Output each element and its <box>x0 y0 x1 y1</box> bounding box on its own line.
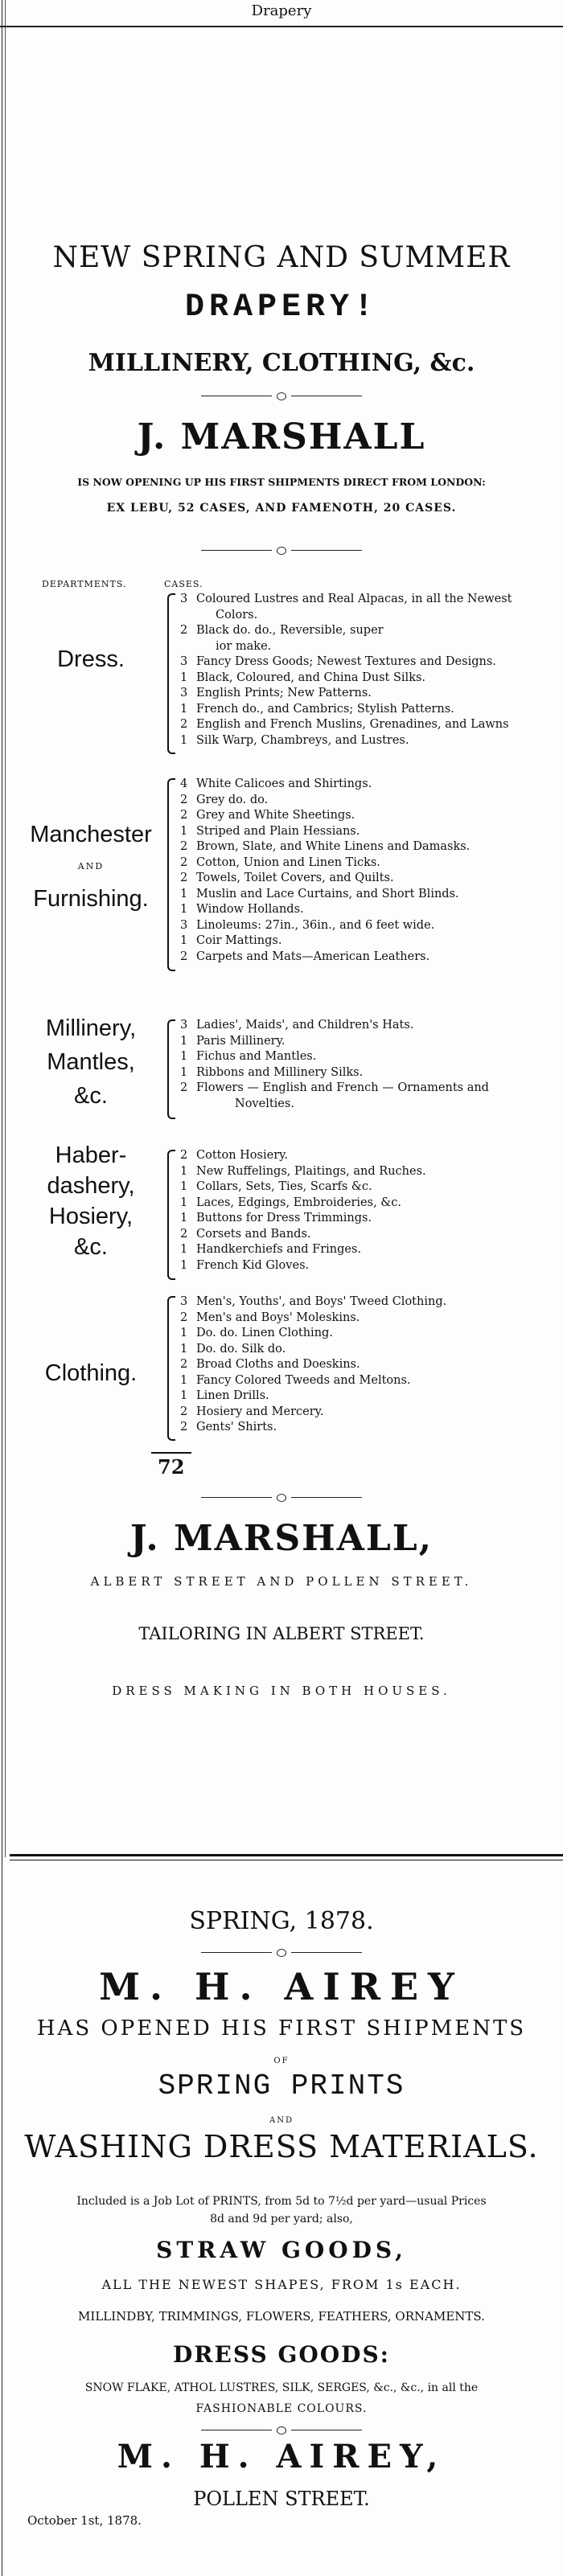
ad2-prints: SPRING PRINTS <box>158 2069 405 2102</box>
list-item: 1 French Kid Gloves. <box>180 1258 310 1272</box>
list-item: 1 Collars, Sets, Ties, Scarfs &c. <box>180 1180 372 1193</box>
list-item: Novelties. <box>235 1097 294 1110</box>
list-item: 1 Muslin and Lace Curtains, and Short Blinds. <box>180 887 459 900</box>
millinery-items <box>180 1018 558 1112</box>
dept-manchester <box>14 818 167 915</box>
ad2-season: SPRING, 1878. <box>189 1907 374 1935</box>
list-item: 1 Striped and Plain Hessians. <box>180 824 360 838</box>
section-header: Drapery <box>0 0 563 27</box>
list-item: 2 Brown, Slate, and White Linens and Damasks. <box>180 840 471 853</box>
ad2-millinery: MILLINDBY, TRIMMINGS, FLOWERS, FEATHERS, ORNAMENTS. <box>78 2309 485 2324</box>
list-item: 2 Grey and White Sheetings. <box>180 809 355 822</box>
ad2-date: October 1st, 1878. <box>27 2513 142 2528</box>
ornament-rule <box>201 392 362 400</box>
ad2-included-1: Included is a Job Lot of PRINTS, from 5d to 7½d per yard—usual Prices <box>76 2195 487 2208</box>
list-item: 2 Broad Cloths and Doeskins. <box>180 1358 360 1371</box>
list-item: 2 Towels, Toilet Covers, and Quilts. <box>180 872 394 884</box>
ad1-dressmaking: DRESS MAKING IN BOTH HOUSES. <box>112 1684 451 1698</box>
list-item: 3 Fancy Dress Goods; Newest Textures and Designs. <box>180 655 496 668</box>
list-item: 1 Laces, Edgings, Embroideries, &c. <box>180 1196 401 1209</box>
list-item: 3 Coloured Lustres and Real Alpacas, in all the Newest <box>180 593 512 605</box>
list-item: 1 Buttons for Dress Trimmings. <box>180 1212 372 1224</box>
ad2-merchant: M. H. AIREY <box>99 1965 464 2008</box>
cases-total: 72 <box>158 1455 185 1479</box>
list-item: 1 Do. do. Silk do. <box>180 1342 286 1356</box>
list-item: 2 Gents' Shirts. <box>180 1421 277 1434</box>
list-item: Colors. <box>216 608 258 621</box>
ad1-headline-2: DRAPERY! <box>184 289 379 326</box>
ad2-shapes: ALL THE NEWEST SHAPES, FROM 1s EACH. <box>101 2277 462 2292</box>
ornament-rule <box>201 2426 362 2434</box>
list-item: 1 Do. do. Linen Clothing. <box>180 1327 333 1339</box>
ad1-merchant: J. MARSHALL <box>137 416 426 457</box>
list-item: 3 Men's, Youths', and Boys' Tweed Clothing. <box>180 1295 447 1308</box>
list-item: 3 Linoleums: 27in., 36in., and 6 feet wide. <box>180 918 435 932</box>
ad1-announce-1: IS NOW OPENING UP HIS FIRST SHIPMENTS DIRECT FROM LONDON: <box>77 476 486 488</box>
list-item: 2 Flowers — English and French — Ornaments and <box>180 1081 489 1094</box>
list-item: 2 Carpets and Mats—American Leathers. <box>180 950 430 963</box>
list-item: ior make. <box>216 639 272 653</box>
list-item: 1 Fichus and Mantles. <box>180 1050 317 1063</box>
total-rule <box>151 1452 191 1454</box>
dept-name: Manchester <box>30 822 152 847</box>
ad2-opened: HAS OPENED HIS FIRST SHIPMENTS <box>36 2016 527 2041</box>
list-item: 1 French do., and Cambrics; Stylish Patterns. <box>180 702 454 716</box>
ornament-rule <box>201 547 362 555</box>
ornament-rule <box>201 1949 362 1957</box>
list-item: 2 Men's and Boys' Moleskins. <box>180 1311 360 1324</box>
list-item: 4 White Calicoes and Shirtings. <box>180 777 372 790</box>
ad1-headline-1: NEW SPRING AND SUMMER <box>52 241 511 274</box>
clothing-items <box>180 1294 558 1436</box>
divider-thick <box>10 1854 563 1856</box>
dept-millinery <box>14 1011 167 1113</box>
dept-name: dashery, <box>47 1173 135 1199</box>
list-item: 3 Ladies', Maids', and Children's Hats. <box>180 1019 414 1032</box>
list-item: 1 Paris Millinery. <box>180 1034 286 1048</box>
list-item: 2 Grey do. do. <box>180 793 269 806</box>
ad2-included-2: 8d and 9d per yard; also, <box>210 2213 353 2225</box>
dept-name: &c. <box>74 1083 108 1109</box>
ornament-rule <box>201 1494 362 1502</box>
list-item: 1 New Ruffelings, Plaitings, and Ruches. <box>180 1164 426 1178</box>
dept-name: Mantles, <box>47 1049 135 1075</box>
ad2-straw: STRAW GOODS, <box>156 2237 407 2263</box>
list-item: 1 Coir Mattings. <box>180 934 282 947</box>
ad2-dress-goods: DRESS GOODS: <box>173 2341 390 2368</box>
ad1-announce-2: EX LEBU, 52 CASES, AND FAMENOTH, 20 CASES. <box>106 502 457 515</box>
ad1-headline-3: MILLINERY, CLOTHING, &c. <box>88 349 475 377</box>
list-item: 2 Cotton Hosiery. <box>180 1149 288 1162</box>
list-item: 2 English and French Muslins, Grenadines, and Lawns <box>180 718 509 731</box>
list-item: 1 Handkerchiefs and Fringes. <box>180 1243 362 1256</box>
dress-items <box>180 592 558 749</box>
ad2-and: AND <box>269 2116 294 2125</box>
ad2-street: POLLEN STREET. <box>193 2488 370 2510</box>
list-item: 2 Hosiery and Mercery. <box>180 1405 324 1418</box>
list-item: 1 Linen Drills. <box>180 1389 269 1402</box>
dept-name: Hosiery, <box>48 1204 134 1229</box>
list-item: 2 Cotton, Union and Linen Ticks. <box>180 855 380 869</box>
ad2-of: OF <box>273 2057 290 2065</box>
dept-name: &c. <box>74 1234 108 1260</box>
brace <box>167 1150 175 1280</box>
list-item: 1 Silk Warp, Chambreys, and Lustres. <box>180 733 409 747</box>
col-header-departments: DEPARTMENTS. <box>42 579 127 589</box>
col-header-cases: CASES. <box>164 579 203 589</box>
list-item: 1 Window Hollands. <box>180 903 304 916</box>
list-item: 1 Black, Coloured, and China Dust Silks. <box>180 671 426 684</box>
dept-name: Millinery, <box>45 1015 137 1041</box>
dept-name: Haber- <box>55 1142 127 1168</box>
list-item: 1 Fancy Colored Tweeds and Meltons. <box>180 1373 411 1387</box>
brace <box>167 1019 175 1119</box>
ad1-address: ALBERT STREET AND POLLEN STREET. <box>90 1574 473 1589</box>
ad2-merchant-footer: M. H. AIREY, <box>117 2438 446 2476</box>
ad1-tailoring: TAILORING IN ALBERT STREET. <box>138 1624 425 1643</box>
dept-and: AND <box>77 861 105 872</box>
dept-dress: Dress. <box>57 646 125 672</box>
dept-clothing: Clothing. <box>44 1360 138 1386</box>
dept-name: Furnishing. <box>33 886 149 912</box>
list-item: 3 English Prints; New Patterns. <box>180 687 372 699</box>
brace <box>167 593 175 754</box>
brace <box>167 778 175 971</box>
ad2-snow-2: FASHIONABLE COLOURS. <box>195 2402 368 2415</box>
list-item: 2 Corsets and Bands. <box>180 1227 311 1241</box>
list-item: 2 Black do. do., Reversible, super <box>180 624 384 637</box>
brace <box>167 1296 175 1441</box>
dept-haberdashery <box>14 1140 167 1262</box>
haberdashery-items <box>180 1148 558 1274</box>
ad2-snow-1: SNOW FLAKE, ATHOL LUSTRES, SILK, SERGES, &c., &c., in all the <box>84 2381 479 2394</box>
ad1-merchant-footer: J. MARSHALL, <box>129 1518 434 1559</box>
ad2-washing: WASHING DRESS MATERIALS. <box>24 2129 539 2164</box>
list-item: 1 Ribbons and Millinery Silks. <box>180 1065 364 1079</box>
manchester-items <box>180 777 558 965</box>
